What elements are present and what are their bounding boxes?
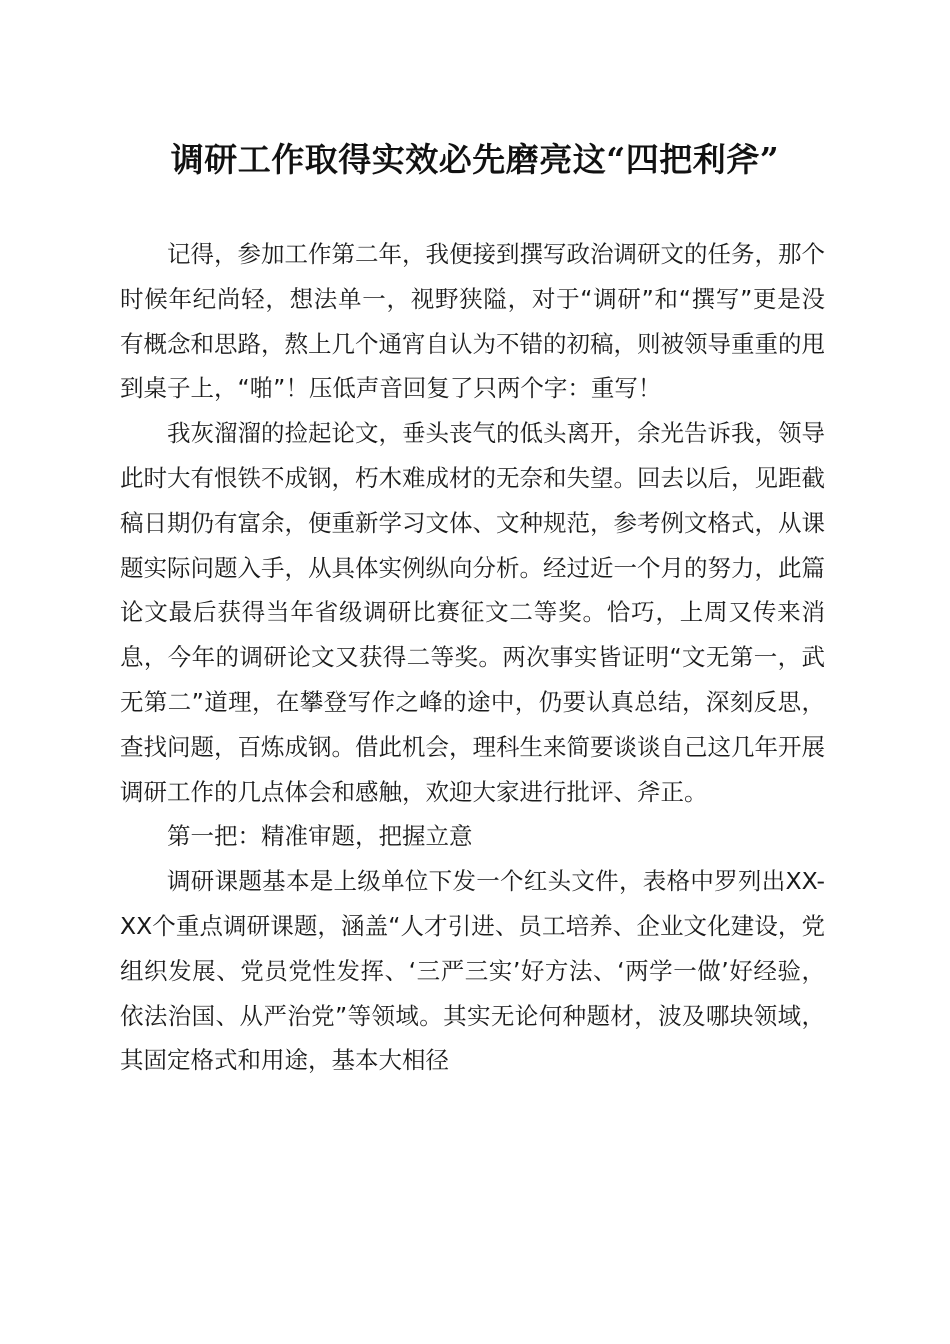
document-title: 调研工作取得实效必先磨亮这“四把利斧” — [170, 140, 780, 179]
paragraph-topics: 调研课题基本是上级单位下发一个红头文件，表格中罗列出XX-XX个重点调研课题，涵盖“人才引进、员工培养、企业文化建设，党组织发展、党员党性发挥、‘三严三实’好方法、‘两学一做’好经验，依法治国、从严治党”等领域。其实无论何种题材，波及哪块领域，其固定格式和用途，基本大相径 — [120, 867, 825, 1075]
paragraph-intro: 记得，参加工作第二年，我便接到撰写政治调研文的任务，那个时候年纪尚轻，想法单一，视野狭隘，对于“调研”和“撰写”更是没有概念和思路，熬上几个通宵自认为不错的初稿，则被领导重重的甩到桌子上，“啪”！压低声音回复了只两个字：重写！ — [120, 240, 825, 403]
section-heading-first-axe: 第一把：精准审题，把握立意 — [167, 822, 473, 851]
paragraph-story: 我灰溜溜的捡起论文，垂头丧气的低头离开，余光告诉我，领导此时大有恨铁不成钢，朽木难成材的无奈和失望。回去以后，见距截稿日期仍有富余，便重新学习文体、文种规范，参考例文格式，从课题实际问题入手，从具体实例纵向分析。经过近一个月的努力，此篇论文最后获得当年省级调研比赛征文二等奖。恰巧，上周又传来消息，今年的调研论文又获得二等奖。两次事实皆证明“文无第一，武无第二”道理，在攀登写作之峰的途中，仍要认真总结，深刻反思，查找问题，百炼成钢。借此机会，理科生来简要谈谈自己这几年开展调研工作的几点体会和感触，欢迎大家进行批评、斧正。 — [120, 419, 825, 806]
document-body — [120, 232, 825, 1083]
